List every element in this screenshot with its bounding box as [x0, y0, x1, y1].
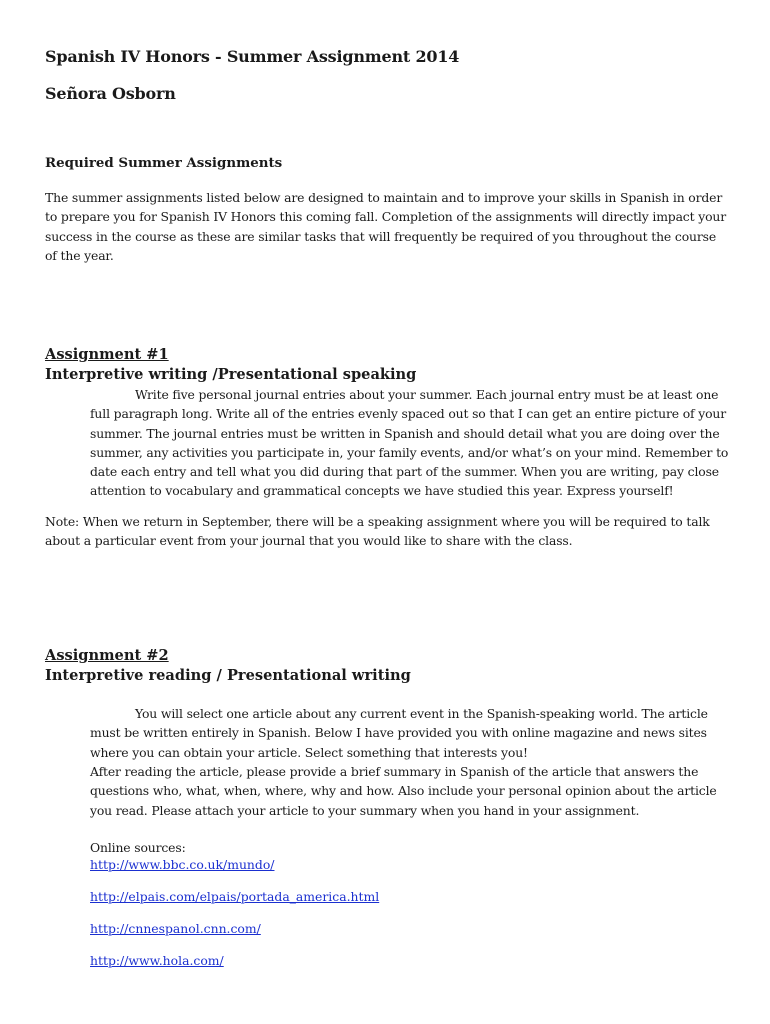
assignment-2-subtitle: Interpretive reading / Presentational writing — [45, 667, 411, 684]
assignment-2-heading: Assignment #2 — [45, 647, 169, 664]
link-hola[interactable]: http://www.hola.com/ — [90, 953, 224, 968]
assignment-1-body: Write five personal journal entries about your summer. Each journal entry must be at least one full paragraph long. Write all of the entries evenly spaced out so that I can get an entire picture of your summer. The journal entries must be written in Spanish and should detail what you are doing over the summer, any activities you participate in, your family events, and/or what’s on your mind. Remember to date each entry and tell what you did during that part of the summer. When you are writing, pay close attention to vocabulary and grammatical concepts we have studied this year. Express yourself! — [90, 387, 729, 499]
assignment-2-body-1: You will select one article about any current event in the Spanish-speaking world. The article must be written entirely in Spanish. Below I have provided you with online magazine and news sites where you can obtain your article. Select something that interests you! — [90, 706, 708, 760]
online-sources-label: Online sources: — [90, 840, 186, 855]
assignment-1-subtitle: Interpretive writing /Presentational speaking — [45, 366, 417, 383]
link-elpais[interactable]: http://elpais.com/elpais/portada_america.html — [90, 889, 380, 904]
document-title: Spanish IV Honors - Summer Assignment 2014 — [45, 47, 460, 66]
assignment-2-body-2: After reading the article, please provide a brief summary in Spanish of the article that answers the questions who, what, when, where, why and how. Also include your personal opinion about the article you read. Please attach your article to your summary when you hand in your assignment. — [90, 764, 717, 818]
teacher-name: Señora Osborn — [45, 84, 176, 103]
link-cnnespanol[interactable]: http://cnnespanol.cnn.com/ — [90, 921, 261, 936]
required-heading: Required Summer Assignments — [45, 155, 283, 171]
intro-paragraph: The summer assignments listed below are designed to maintain and to improve your skills in Spanish in order to prepare you for Spanish IV Honors this coming fall. Completion of the assignments will directly impact your success in the course as these are similar tasks that will frequently be required of you throughout the course of the year. — [45, 190, 726, 263]
link-bbc-mundo[interactable]: http://www.bbc.co.uk/mundo/ — [90, 857, 275, 872]
assignment-1-heading: Assignment #1 — [45, 346, 169, 363]
assignment-1-note: Note: When we return in September, there will be a speaking assignment where you will be required to talk about a particular event from your journal that you would like to share with the class. — [45, 514, 710, 549]
